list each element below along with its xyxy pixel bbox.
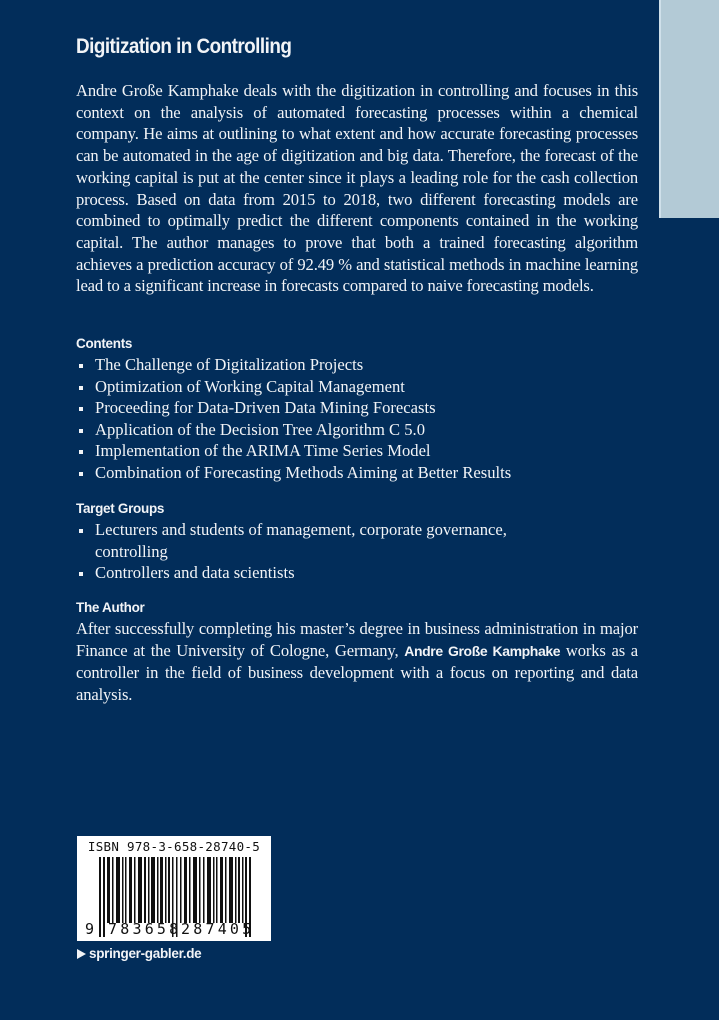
- list-item: Optimization of Working Capital Management: [76, 376, 546, 398]
- publisher-website[interactable]: [77, 946, 201, 961]
- contents-list: [76, 354, 546, 483]
- list-item: The Challenge of Digitalization Projects: [76, 354, 546, 376]
- author-heading: The Author: [76, 600, 145, 615]
- book-title: Digitization in Controlling: [76, 35, 292, 58]
- list-item: Proceeding for Data-Driven Data Mining Forecasts: [76, 397, 546, 419]
- triangle-right-icon: [77, 949, 86, 959]
- barcode-digits-right: 287405: [181, 920, 255, 938]
- author-bio-text: After successfully completing his master’s degree in business administration in major Finance at the University of Cologne, Germany,: [76, 619, 638, 660]
- list-item: Combination of Forecasting Methods Aiming at Better Results: [76, 462, 546, 484]
- author-bio: [76, 618, 638, 706]
- list-item: Application of the Decision Tree Algorithm C 5.0: [76, 419, 546, 441]
- target-groups-heading: Target Groups: [76, 501, 165, 516]
- isbn-label: ISBN 978-3-658-28740-5: [87, 839, 261, 854]
- barcode-digit-lead: 9: [85, 920, 98, 938]
- side-color-panel: [659, 0, 719, 218]
- list-item: Lecturers and students of management, corporate governance, controlling: [76, 519, 536, 562]
- author-name: Andre Große Kamphake: [404, 642, 561, 659]
- list-item: Controllers and data scientists: [76, 562, 536, 584]
- website-label[interactable]: springer-gabler.de: [89, 946, 202, 961]
- author-bio-text: works as a controller in the field of business development with a focus on reporting and data analysis.: [76, 640, 639, 705]
- list-item: Implementation of the ARIMA Time Series Model: [76, 440, 546, 462]
- barcode-digits-left: 783658: [108, 920, 182, 938]
- target-groups-list: [76, 519, 536, 584]
- isbn-barcode: [77, 836, 271, 941]
- contents-heading: Contents: [76, 336, 133, 351]
- book-description: Andre Große Kamphake deals with the digitization in controlling and focuses in this context on the analysis of automated forecasting processes within a chemical company. He aims at outlining to what extent and how accurate forecasting processes can be automated in the age of digitization and big data. Therefore, the forecast of the working capital is put at the center since it plays a leading role for the cash collection process. Based on data from 2015 to 2018, two different forecasting models are combined to optimally predict the different components contained in the working capital. The author manages to prove that both a trained forecasting algorithm achieves a prediction accuracy of 92.49 % and statistical methods in machine learning lead to a significant increase in forecasts compared to naive forecasting models.: [76, 81, 638, 296]
